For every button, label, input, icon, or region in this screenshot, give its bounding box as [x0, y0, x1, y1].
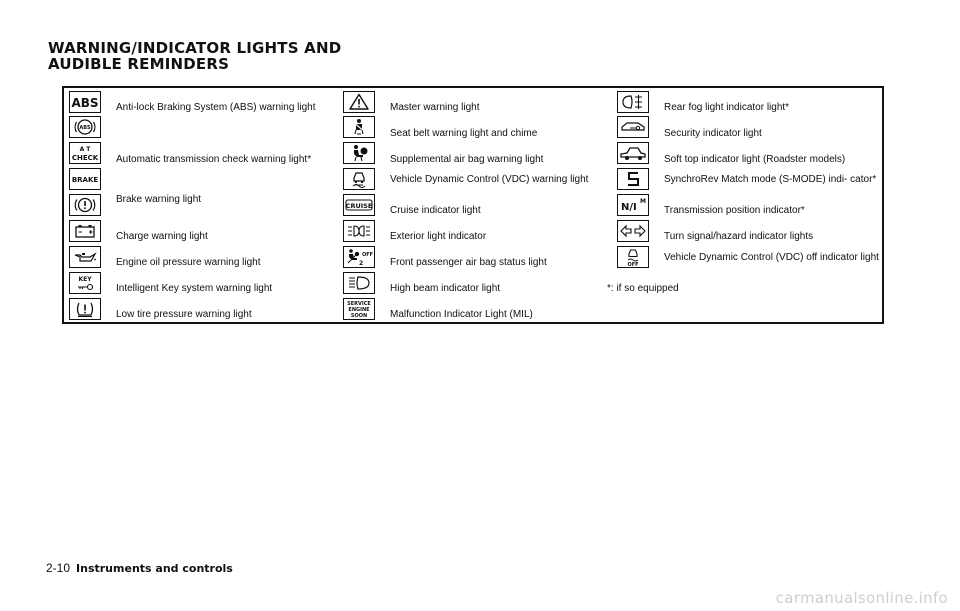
list-item-label: Transmission position indicator* — [664, 205, 805, 216]
svg-text:SOON: SOON — [350, 313, 368, 319]
page-footer — [46, 561, 233, 576]
list-item-label: Engine oil pressure warning light — [116, 257, 261, 268]
svg-text:N/I: N/I — [621, 202, 637, 213]
abs-icon — [69, 91, 101, 113]
master-warning-icon — [343, 91, 375, 113]
heading-line-2: AUDIBLE REMINDERS — [48, 55, 230, 73]
column-2 — [338, 88, 612, 324]
svg-text:CRUISE: CRUISE — [345, 202, 373, 210]
footnote: *: if so equipped — [607, 283, 679, 294]
svg-text:A T: A T — [79, 146, 91, 153]
n-m-icon — [617, 194, 649, 216]
passenger-airbag-off-icon — [343, 246, 375, 268]
list-item-label: Exterior light indicator — [390, 231, 487, 242]
svg-text:CHECK: CHECK — [71, 154, 99, 162]
vdc-off-icon — [617, 246, 649, 268]
airbag-icon — [343, 142, 375, 164]
list-item-label: Low tire pressure warning light — [116, 309, 252, 320]
list-item-label: Rear fog light indicator light* — [664, 102, 790, 113]
list-item-label: Turn signal/hazard indicator lights — [664, 231, 814, 242]
list-item-label: Charge warning light — [116, 231, 208, 242]
seat-belt-icon — [343, 116, 375, 138]
exterior-light-icon — [343, 220, 375, 242]
list-item-label: High beam indicator light — [390, 283, 501, 294]
svg-text:ABS: ABS — [79, 125, 91, 131]
at-check-icon — [69, 142, 101, 164]
svg-text:OFF: OFF — [627, 262, 639, 267]
list-item-label: Seat belt warning light and chime — [390, 128, 538, 139]
list-item-label: Front passenger air bag status light — [390, 257, 547, 268]
list-item-label: Soft top indicator light (Roadster models) — [664, 154, 846, 165]
key-icon — [69, 272, 101, 294]
page-number: 2-10 — [46, 561, 71, 575]
svg-text:ENGINE: ENGINE — [348, 307, 370, 313]
battery-icon — [69, 220, 101, 242]
cruise-icon — [343, 194, 375, 216]
list-item-label: Intelligent Key system warning light — [116, 283, 273, 294]
svg-text:OFF: OFF — [362, 252, 374, 258]
tire-pressure-icon — [69, 298, 101, 320]
brake-circle-icon — [69, 194, 101, 216]
list-item-label: Brake warning light — [116, 194, 202, 205]
list-item-label: Anti-lock Braking System (ABS) warning light — [116, 102, 316, 113]
svg-text:ABS: ABS — [71, 96, 99, 110]
watermark: carmanualsonline.info — [775, 589, 948, 607]
list-item-label: Automatic transmission check warning light* — [116, 154, 312, 165]
abs-circle-icon — [69, 116, 101, 138]
high-beam-icon — [343, 272, 375, 294]
heading-line-1: WARNING/INDICATOR LIGHTS AND — [48, 39, 342, 57]
list-item-label: SynchroRev Match mode (S-MODE) indi- cator* — [664, 174, 877, 185]
oil-can-icon — [69, 246, 101, 268]
section-title: Instruments and controls — [76, 562, 233, 575]
turn-signal-icon — [617, 220, 649, 242]
svg-text:M: M — [640, 198, 646, 205]
svg-text:2: 2 — [359, 260, 364, 267]
brake-text-icon — [69, 168, 101, 190]
security-car-icon — [617, 116, 649, 138]
service-engine-soon-icon — [343, 298, 375, 320]
s-mode-icon — [617, 168, 649, 190]
svg-text:BRAKE: BRAKE — [71, 176, 99, 184]
list-item-label: Vehicle Dynamic Control (VDC) off indicator light — [664, 252, 879, 263]
vdc-icon — [343, 168, 375, 190]
soft-top-icon — [617, 142, 649, 164]
list-item-label: Master warning light — [390, 102, 480, 113]
list-item-label: Supplemental air bag warning light — [390, 154, 544, 165]
column-1 — [64, 88, 338, 324]
svg-text:KEY: KEY — [78, 276, 92, 283]
rear-fog-icon — [617, 91, 649, 113]
page-heading — [48, 40, 341, 72]
svg-text:SERVICE: SERVICE — [347, 301, 371, 307]
list-item-label: Cruise indicator light — [390, 205, 481, 216]
list-item-label: Security indicator light — [664, 128, 762, 139]
indicator-table — [62, 86, 884, 324]
list-item-label: Malfunction Indicator Light (MIL) — [390, 309, 533, 320]
list-item-label: Vehicle Dynamic Control (VDC) warning light — [390, 174, 589, 185]
